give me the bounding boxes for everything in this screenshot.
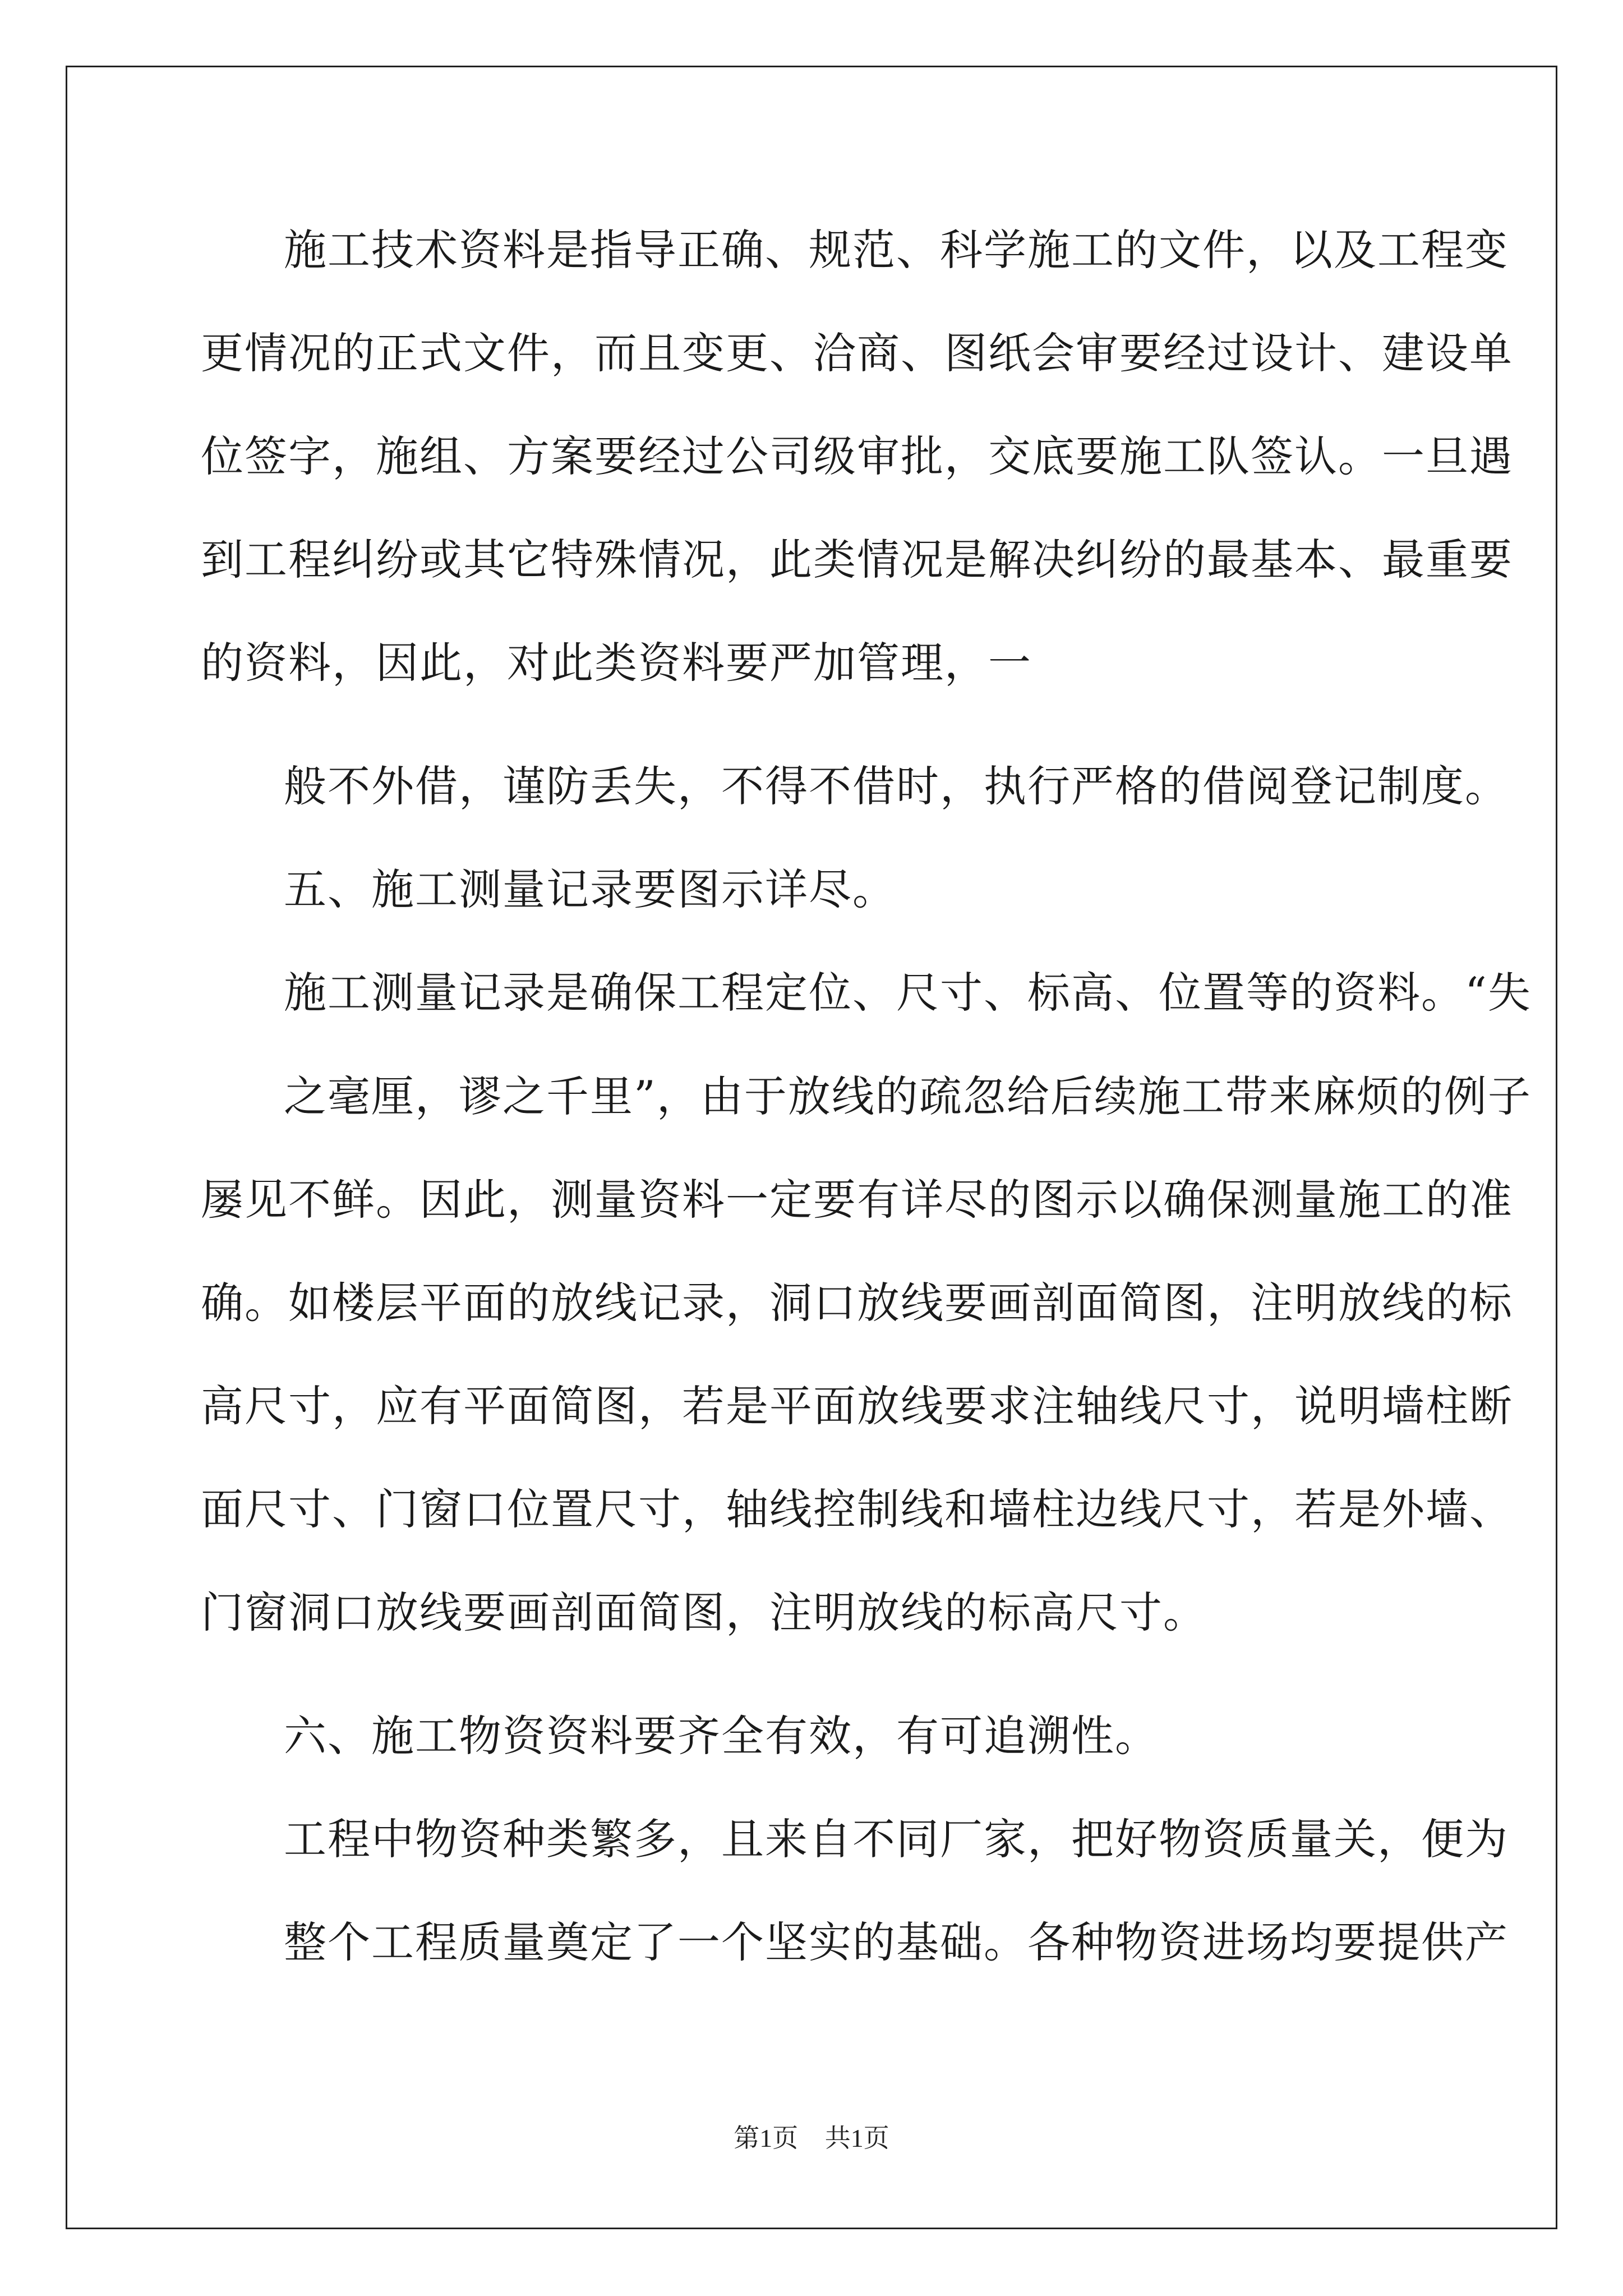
text-line: 般不外借，谨防丢失，不得不借时，执行严格的借阅登记制度。 xyxy=(284,761,1509,811)
text-line: 屡见不鲜。因此，测量资料一定要有详尽的图示以确保测量施工的准 xyxy=(201,1175,1513,1225)
section-heading: 五、施工测量记录要图示详尽。 xyxy=(284,864,896,914)
text-line: 的资料，因此，对此类资料要严加管理，一 xyxy=(201,638,1032,688)
text-line: 位签字，施组、方案要经过公司级审批，交底要施工队签认。一旦遇 xyxy=(201,431,1513,481)
text-line: 更情况的正式文件，而且变更、洽商、图纸会审要经过设计、建设单 xyxy=(201,328,1513,378)
page-border xyxy=(66,66,1557,2229)
text-line: 施工测量记录是确保工程定位、尺寸、标高、位置等的资料。“失 xyxy=(284,968,1532,1018)
text-line: 确。如楼层平面的放线记录，洞口放线要画剖面简图，注明放线的标 xyxy=(201,1278,1513,1328)
text-line: 工程中物资种类繁多，且来自不同厂家，把好物资质量关，便为 xyxy=(284,1814,1509,1864)
page-number-current: 第1页 xyxy=(734,2124,799,2152)
text-line: 之毫厘，谬之千里”，由于放线的疏忽给后续施工带来麻烦的例子 xyxy=(284,1071,1532,1121)
page-number-total: 共1页 xyxy=(824,2124,889,2152)
page-footer xyxy=(0,2122,1623,2155)
text-line: 面尺寸、门窗口位置尺寸，轴线控制线和墙柱边线尺寸，若是外墙、 xyxy=(201,1484,1513,1534)
text-line: 高尺寸，应有平面简图，若是平面放线要求注轴线尺寸，说明墙柱断 xyxy=(201,1381,1513,1431)
text-line: 整个工程质量奠定了一个坚实的基础。各种物资进场均要提供产 xyxy=(284,1917,1509,1967)
text-line: 施工技术资料是指导正确、规范、科学施工的文件，以及工程变 xyxy=(284,225,1509,275)
text-line: 门窗洞口放线要画剖面简图，注明放线的标高尺寸。 xyxy=(201,1588,1207,1637)
text-line: 到工程纠纷或其它特殊情况，此类情况是解决纠纷的最基本、最重要 xyxy=(201,535,1513,585)
section-heading: 六、施工物资资料要齐全有效，有可追溯性。 xyxy=(284,1711,1159,1761)
